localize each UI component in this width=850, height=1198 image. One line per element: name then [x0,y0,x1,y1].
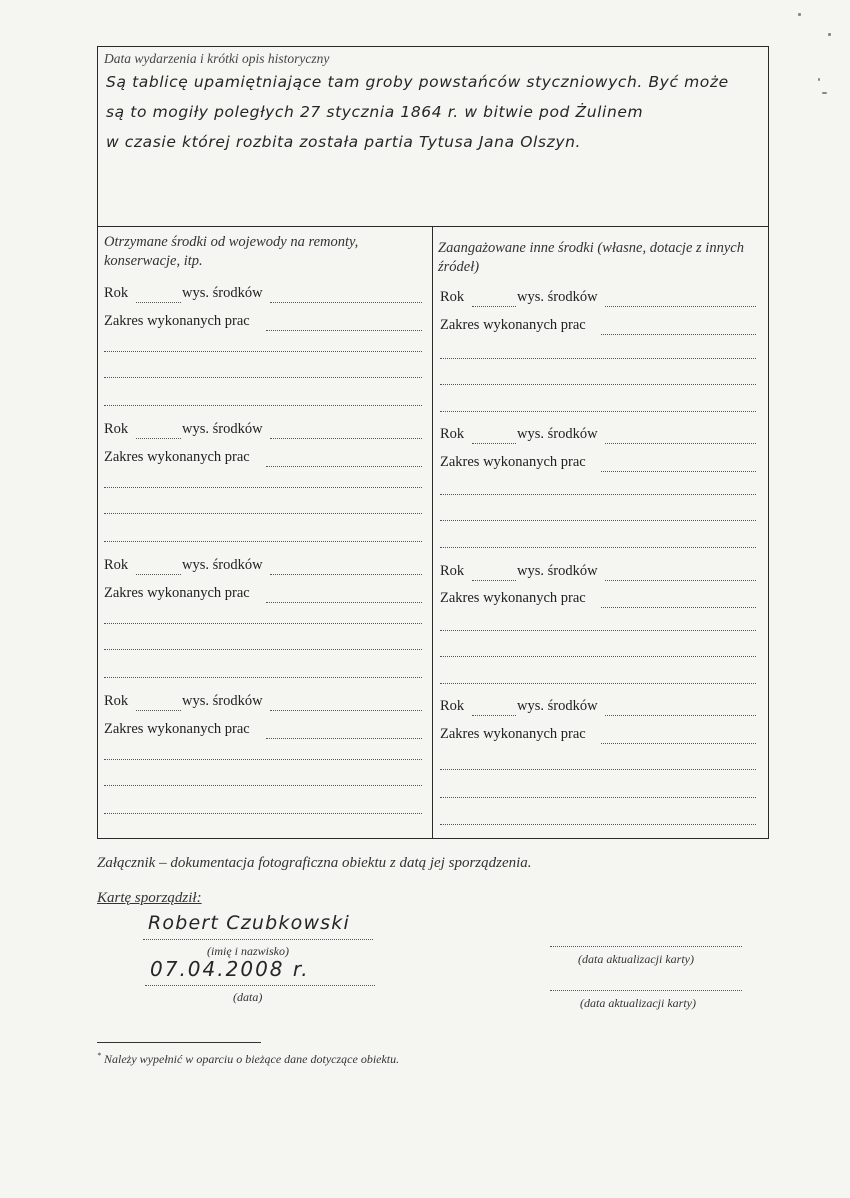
update-caption-2: (data aktualizacji karty) [580,996,696,1010]
date-line [145,985,375,986]
scan-mark [798,13,801,16]
scan-mark [818,78,820,81]
rok-label: Rok [104,285,129,301]
history-line-1: Są tablicę upamiętniające tam groby powstańców styczniowych. Być może [106,73,729,91]
right-block-3-rok: Rok [440,563,465,579]
left-block-4-zakres: Zakres wykonanych prac [104,721,250,737]
left-block-2-zakres: Zakres wykonanych prac [104,449,250,465]
update-caption-1: (data aktualizacji karty) [578,952,694,966]
prepared-date: 07.04.2008 r. [150,957,310,981]
right-block-4-wys: wys. środków [517,698,598,714]
form-table [97,46,769,839]
name-caption: (imię i nazwisko) [207,944,289,958]
attachment-note: Załącznik – dokumentacja fotograficzna obiektu z datą jej sporządzenia. [97,855,532,871]
update-line-1 [550,946,742,947]
left-block-3-wys: wys. środków [182,557,263,573]
right-block-2-zakres: Zakres wykonanych prac [440,454,586,470]
left-block-3-zakres: Zakres wykonanych prac [104,585,250,601]
prepared-by-label: Kartę sporządził: [97,890,202,906]
left-block-4-wys: wys. środków [182,693,263,709]
footnote [97,1051,399,1067]
scan-mark [822,92,827,94]
right-block-4-rok: Rok [440,698,465,714]
left-block-3-rok: Rok [104,557,129,573]
left-block-1-zakres: Zakres wykonanych prac [104,313,250,329]
date-caption: (data) [233,990,263,1004]
history-line-3: w czasie której rozbita została partia Tytusa Jana Olszyn. [106,133,582,151]
history-label: Data wydarzenia i krótki opis historyczny [104,51,330,66]
left-block-2-rok: Rok [104,421,129,437]
right-block-1-zakres: Zakres wykonanych prac [440,317,586,333]
column-divider [432,226,433,838]
update-line-2 [550,990,742,991]
right-block-2-wys: wys. środków [517,426,598,442]
left-block-2-wys: wys. środków [182,421,263,437]
name-line [143,939,373,940]
footnote-text: Należy wypełnić w oparciu o bieżące dane dotyczące obiektu. [104,1052,400,1066]
left-block-4-rok: Rok [104,693,129,709]
footnote-marker: * [97,1051,101,1060]
left-block-1-rok [104,285,128,302]
scan-mark [828,33,831,36]
section-divider [98,226,768,227]
right-block-3-wys: wys. środków [517,563,598,579]
right-block-2-rok: Rok [440,426,465,442]
footnote-rule [97,1042,261,1043]
history-line-2: są to mogiły poległych 27 stycznia 1864 r. w bitwie pod Żulinem [106,103,644,121]
left-block-1-wys: wys. środków [182,285,263,301]
right-block-1-wys: wys. środków [517,289,598,305]
left-column-header: Otrzymane środki od wojewody na remonty, konserwacje, itp. [104,234,359,269]
preparer-name: Robert Czubkowski [148,912,350,934]
right-block-1-rok: Rok [440,289,465,305]
right-block-4-zakres: Zakres wykonanych prac [440,726,586,742]
right-column-header: Zaangażowane inne środki (własne, dotacje z innych źródeł) [438,240,744,275]
right-block-3-zakres: Zakres wykonanych prac [440,590,586,606]
